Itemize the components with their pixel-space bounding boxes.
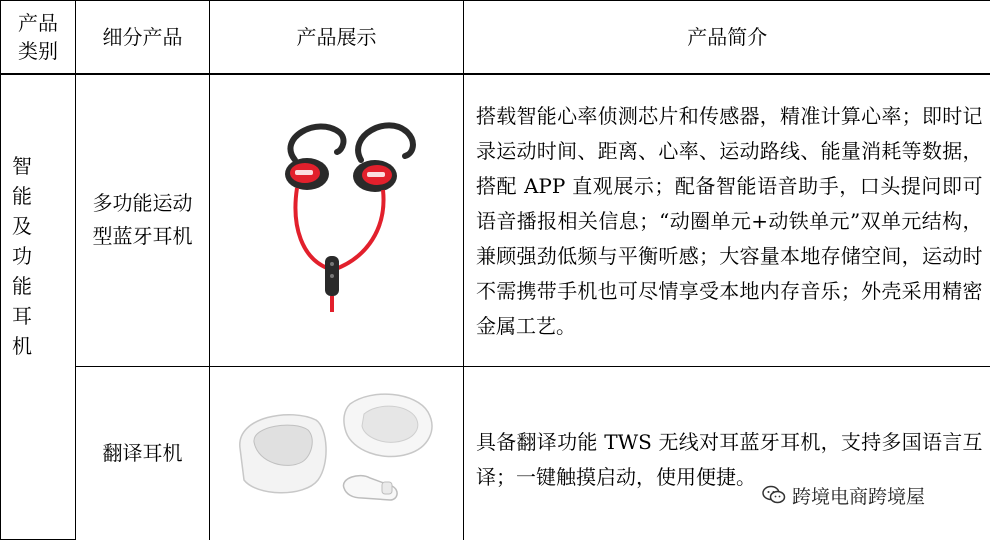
product-image-cell <box>210 367 464 540</box>
header-category <box>1 1 76 74</box>
table-row <box>1 367 990 540</box>
category-line: 能耳 <box>8 271 68 331</box>
header-category-line2: 类别 <box>1 37 75 65</box>
sub-product-cell: 翻译耳机 <box>76 367 210 540</box>
header-intro: 产品简介 <box>464 1 990 74</box>
header-category-line1: 产品 <box>1 9 75 37</box>
sub-product-name-line: 型蓝牙耳机 <box>76 220 209 253</box>
tws-translation-earbuds-icon <box>232 386 442 516</box>
header-sub-product: 细分产品 <box>76 1 210 74</box>
watermark <box>762 483 925 507</box>
category-line: 及功 <box>8 211 68 271</box>
category-line: 智能 <box>8 151 68 211</box>
category-cell <box>1 74 76 540</box>
sub-product-name-line: 多功能运动 <box>76 187 209 220</box>
header-row <box>1 1 990 74</box>
wechat-icon <box>762 485 786 505</box>
product-desc-cell: 搭载智能心率侦测芯片和传感器，精准计算心率；即时记录运动时间、距离、心率、运动路线、能量消耗等数据，搭配 APP 直观展示；配备智能语音助手，口头提问即可语音播报相关信息；“动圈单元+动铁单元”双单元结构，兼顾强劲低频与平衡听感；大容量本地存储空间，运动时不需携带手机也可尽情享受本地内存音乐；外壳采用精密金属工艺。 <box>464 74 990 367</box>
product-image-cell <box>210 74 464 367</box>
product-desc-cell: 具备翻译功能 TWS 无线对耳蓝牙耳机，支持多国语言互译；一键触摸启动，使用便捷。 <box>464 367 990 540</box>
sub-product-cell <box>76 74 210 367</box>
table-row <box>1 74 990 367</box>
header-display: 产品展示 <box>210 1 464 74</box>
sports-earphones-icon <box>237 118 437 318</box>
category-line: 机 <box>8 331 68 361</box>
watermark-text: 跨境电商跨境屋 <box>792 482 925 509</box>
